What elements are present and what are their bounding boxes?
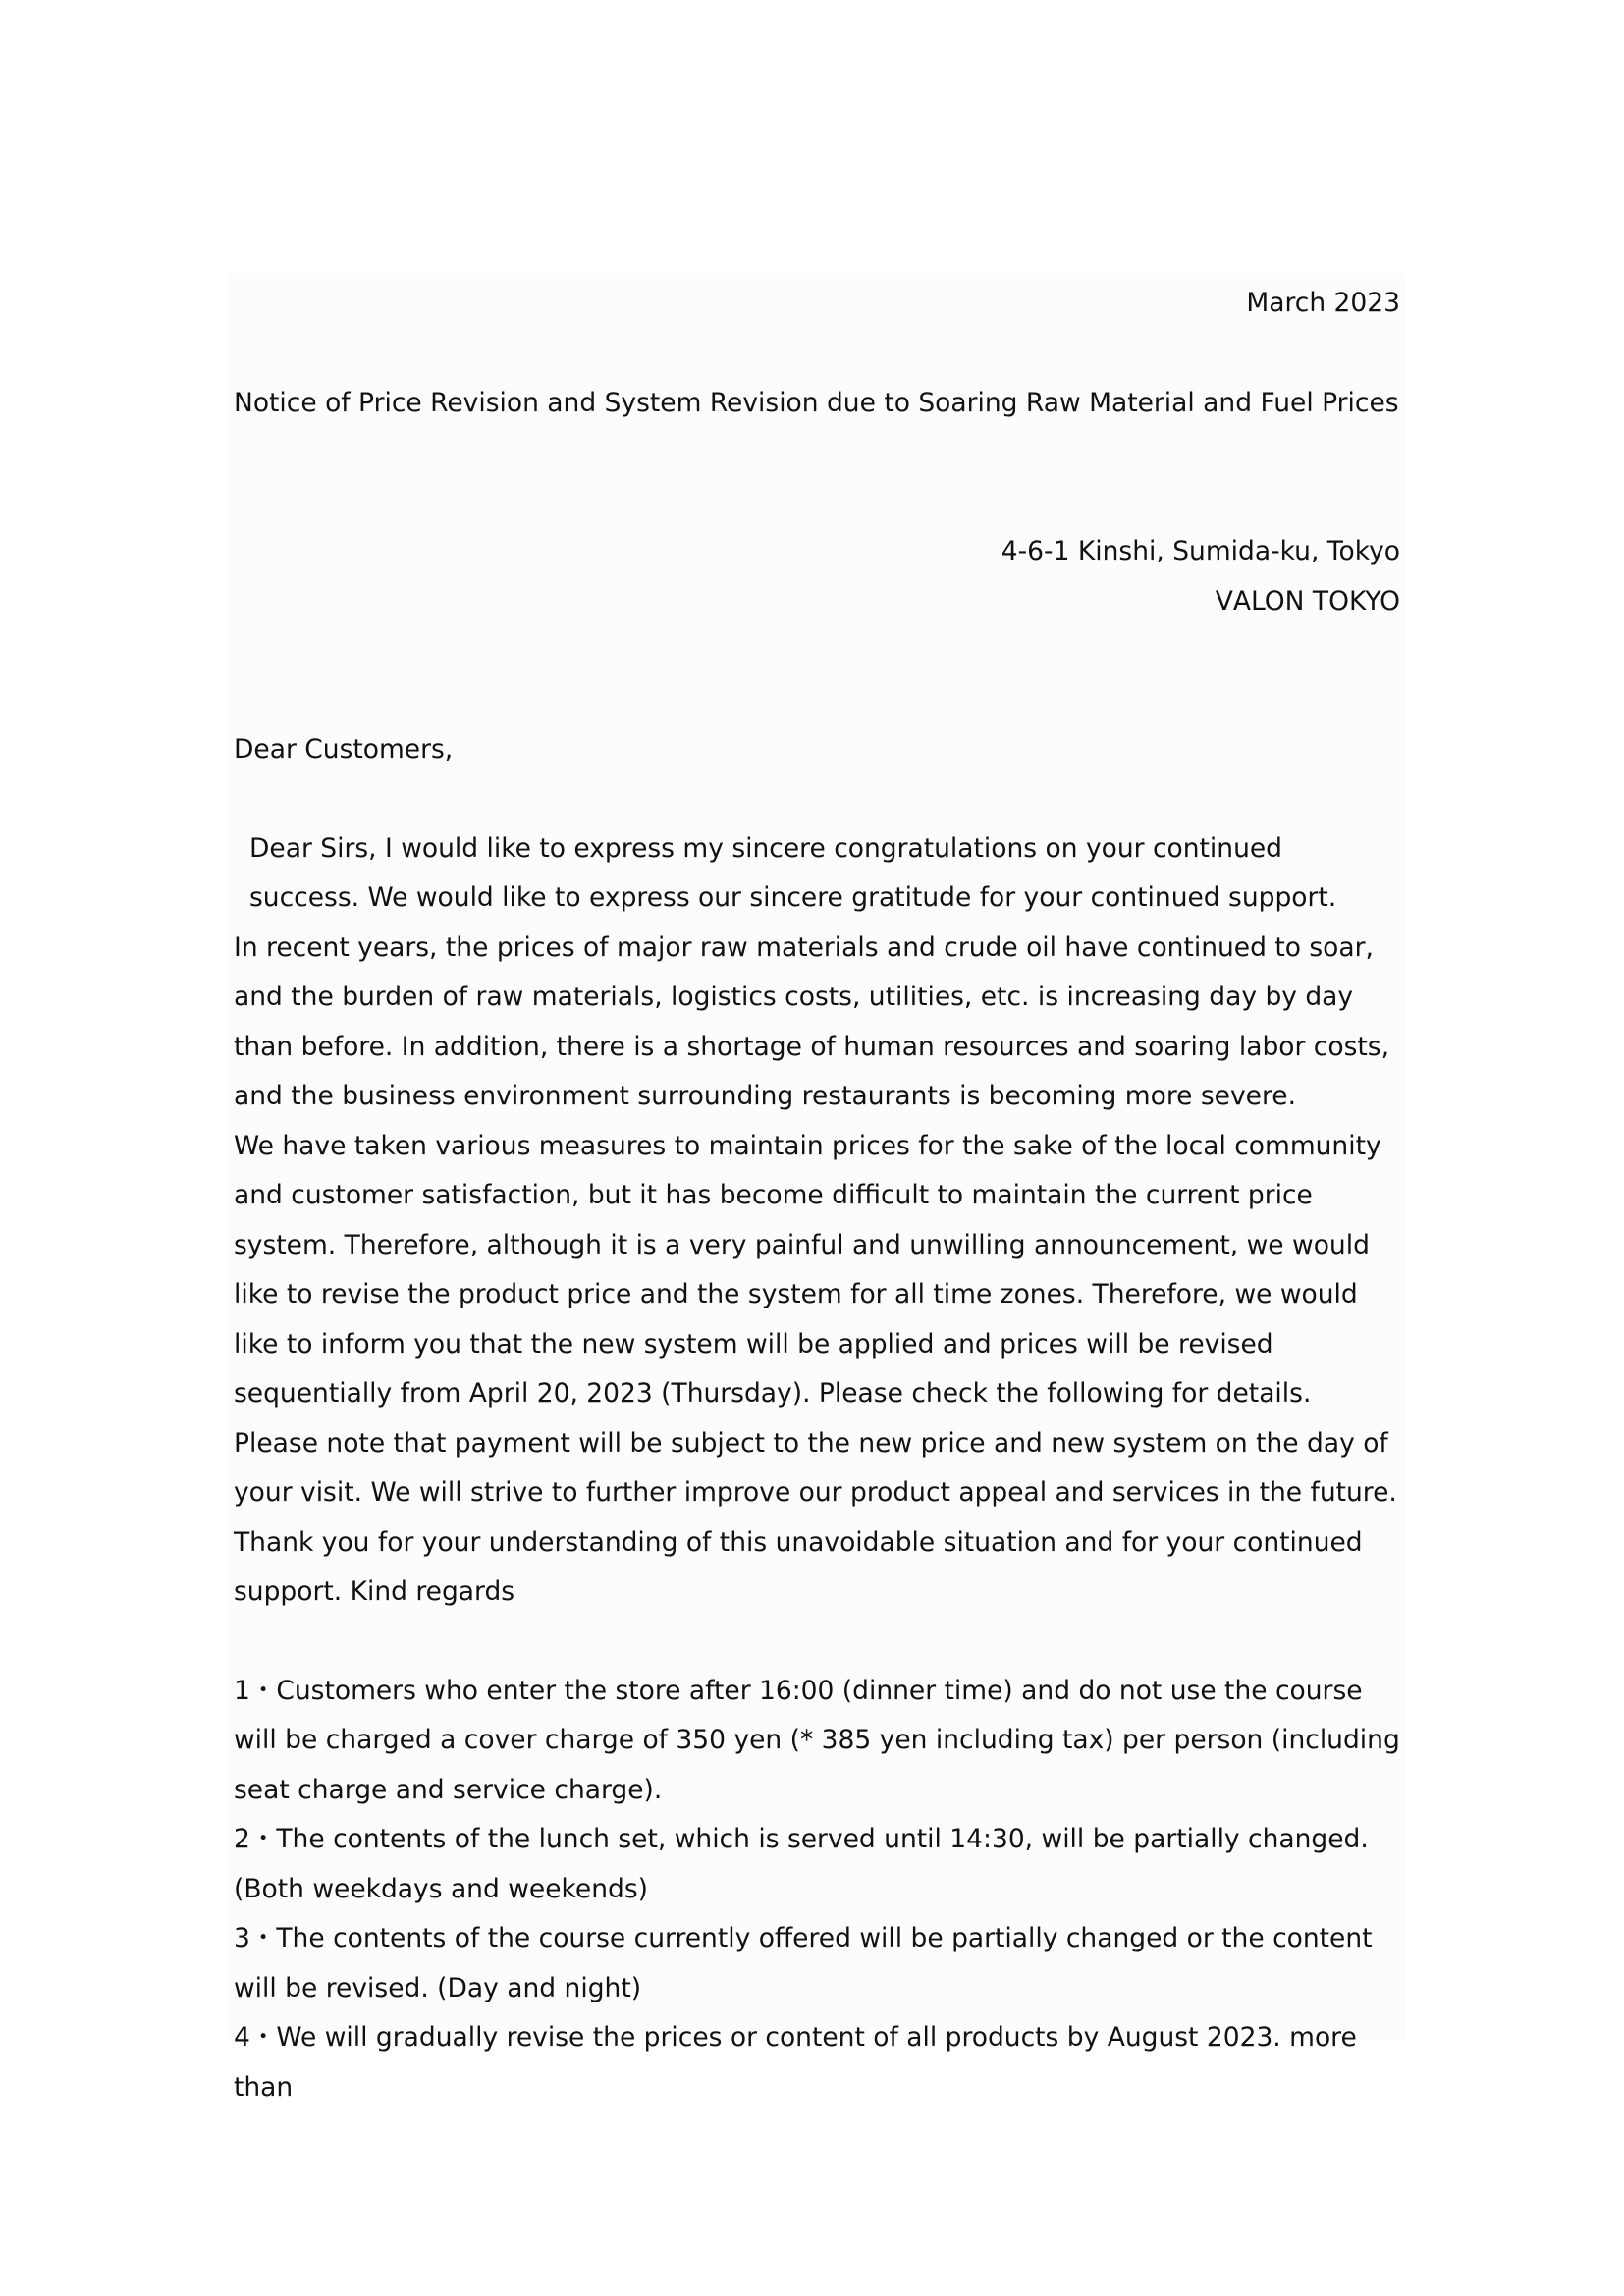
paragraph-greeting: Dear Sirs, I would like to express my sincere congratulations on your continued success. We would like to express our sincere gratitude for your continued support. (249, 832, 1337, 913)
salutation: Dear Customers, (234, 734, 454, 765)
list-item: 4・We will gradually revise the prices or content of all products by August 2023. more than (234, 2022, 1357, 2103)
sender-company: ⅤALON TOKYO (1215, 585, 1400, 616)
paragraph-announcement: We have taken various measures to maintain prices for the sake of the local community and customer satisfaction, but it has become difficult to maintain the current price system. Therefore, although it is a very painful and unwilling announcement, we would like to revise the product price and the system for all time zones. Therefore, we would like to inform you that the new system will be applied and prices will be revised sequentially from April 20, 2023 (Thursday). Please check the following for details. Please note that payment will be subject to the new price and new system on the day of your visit. We will strive to further improve our product appeal and services in the future. Thank you for your understanding of this unavoidable situation and for your continued support. Kind regards (234, 1130, 1397, 1607)
list-item: 1・Customers who enter the store after 16:00 (dinner time) and do not use the course will be charged a cover charge of 350 yen (* 385 yen including tax) per person (including seat charge and service charge). (234, 1675, 1400, 1805)
paragraph-background: In recent years, the prices of major raw materials and crude oil have continued to soar, and the burden of raw materials, logistics costs, utilities, etc. is increasing day by day than before. In addition, there is a shortage of human resources and soaring labor costs, and the business environment surrounding restaurants is becoming more severe. (234, 932, 1390, 1111)
letter-body (234, 273, 1400, 2112)
revision-list (234, 1667, 1400, 2113)
letter-paragraphs (234, 825, 1400, 1618)
list-item: 2・The contents of the lunch set, which is served until 14:30, will be partially changed. (Both weekdays and weekends) (234, 1824, 1369, 1904)
letter-title: Notice of Price Revision and System Revision due to Soaring Raw Material and Fuel Prices (234, 387, 1399, 418)
list-item: 3・The contents of the course currently offered will be partially changed or the content will be revised. (Day and night) (234, 1923, 1373, 2003)
letter-date: March 2023 (1246, 288, 1400, 318)
sender-address: 4-6-1 Kinshi, Sumida-ku, Tokyo (1001, 536, 1400, 566)
